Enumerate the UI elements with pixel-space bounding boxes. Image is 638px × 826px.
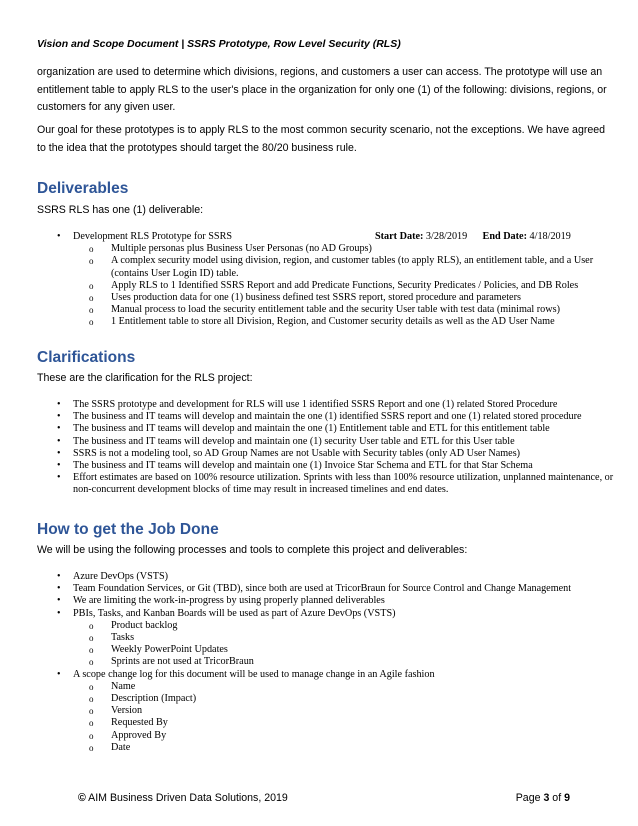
page-total: 9 <box>564 792 570 804</box>
list-item: o Approved By <box>89 730 617 742</box>
list-item: o Date <box>89 742 617 754</box>
list-item: • The business and IT teams will develop and maintain one (1) security User table and ETL for this User table <box>57 436 617 448</box>
list-item: o Tasks <box>89 632 617 644</box>
clarifications-heading: Clarifications <box>37 349 136 366</box>
list-item: o Name <box>89 681 617 693</box>
list-item <box>57 669 617 754</box>
intro-paragraph-2: Our goal for these prototypes is to apply RLS to the most common security scenario, not the exceptions. We have agreed to the idea that the prototypes should target the 80/20 business rule. <box>37 124 606 154</box>
list-item: • Team Foundation Services, or Git (TBD), since both are used at TricorBraun for Source Control and Change Management <box>57 583 617 595</box>
list-item: • We are limiting the work-in-progress by using properly planned deliverables <box>57 595 617 607</box>
job-lead: We will be using the following processes and tools to complete this project and deliverables: <box>37 544 468 556</box>
list-item: • The business and IT teams will develop and maintain the one (1) identified SSRS report and one (1) related stored procedure <box>57 411 617 423</box>
list-item: o Uses production data for one (1) business defined test SSRS report, stored procedure and parameters <box>89 292 617 304</box>
deliverable-title: Development RLS Prototype for SSRS <box>73 231 233 242</box>
list-item <box>57 231 617 329</box>
list-item: o Description (Impact) <box>89 693 617 705</box>
page-of: of <box>552 792 562 804</box>
list-item: o Manual process to load the security entitlement table and the security User table with test data (minimal rows) <box>89 304 617 316</box>
pbi-subitems <box>73 620 617 669</box>
intro-paragraph-1: organization are used to determine which divisions, regions, and customers a user can access. The prototype will use an entitlement table to apply RLS to the user's place in the organization for only one (1) of the following: divisions, regions, or customers for any given user. <box>37 66 607 113</box>
list-item: o 1 Entitlement table to store all Division, Region, and Customer security details as well as the AD User Name <box>89 316 617 328</box>
list-item: o Sprints are not used at TricorBraun <box>89 656 617 668</box>
list-item: o Apply RLS to 1 Identified SSRS Report and add Predicate Functions, Security Predicates / Policies, and DB Roles <box>89 280 617 292</box>
list-item: o Multiple personas plus Business User Personas (no AD Groups) <box>89 243 617 255</box>
list-item: • The business and IT teams will develop and maintain the one (1) Entitlement table and ETL for this entitlement table <box>57 423 617 435</box>
page-prefix: Page <box>515 792 541 804</box>
page-current: 3 <box>543 792 550 804</box>
list-item: • Azure DevOps (VSTS) <box>57 571 617 583</box>
end-date-label: End Date: <box>482 231 527 242</box>
list-item <box>57 608 617 669</box>
list-item: • The SSRS prototype and development for RLS will use 1 identified SSRS Report and one (1) related Stored Procedure <box>57 399 617 411</box>
deliverables-lead: SSRS RLS has one (1) deliverable: <box>37 204 204 216</box>
list-item: • SSRS is not a modeling tool, so AD Group Names are not Usable with Security tables (only AD User Names) <box>57 448 617 460</box>
page-number <box>516 792 570 804</box>
end-date-value: 4/18/2019 <box>529 231 571 242</box>
list-item: o A complex security model using division, region, and customer tables (to apply RLS), an entitlement table, and a User (contains User Login ID) table. <box>89 255 617 279</box>
list-item: o Version <box>89 705 617 717</box>
clarifications-list <box>57 399 617 497</box>
job-list <box>57 571 617 754</box>
deliverable-dates <box>375 231 571 243</box>
start-date-value: 3/28/2019 <box>425 231 468 242</box>
footer-company: AIM Business Driven Data Solutions, 2019 <box>88 792 288 804</box>
page-header: Vision and Scope Document | SSRS Prototype, Row Level Security (RLS) <box>37 38 401 50</box>
list-item: o Requested By <box>89 717 617 729</box>
clarifications-lead: These are the clarification for the RLS project: <box>37 372 253 384</box>
footer-copyright <box>78 792 288 804</box>
list-item: o Product backlog <box>89 620 617 632</box>
deliverables-list <box>57 231 617 329</box>
log-subitems <box>73 681 617 754</box>
copyright-symbol: © <box>78 792 86 804</box>
deliverables-heading: Deliverables <box>37 180 129 197</box>
list-item-text: PBIs, Tasks, and Kanban Boards will be used as part of Azure DevOps (VSTS) <box>73 607 396 619</box>
list-item: o Weekly PowerPoint Updates <box>89 644 617 656</box>
start-date-label: Start Date: <box>375 231 424 242</box>
list-item-text: A scope change log for this document will be used to manage change in an Agile fashion <box>73 668 435 680</box>
list-item: • Effort estimates are based on 100% resource utilization. Sprints with less than 100% resource utilization, unplanned maintenance, or non-concurrent development blocks of time may result in increased timelines and end dates. <box>57 472 617 496</box>
job-heading: How to get the Job Done <box>37 521 219 538</box>
list-item: • The business and IT teams will develop and maintain one (1) Invoice Star Schema and ETL for that Star Schema <box>57 460 617 472</box>
deliverable-subitems <box>73 243 617 328</box>
